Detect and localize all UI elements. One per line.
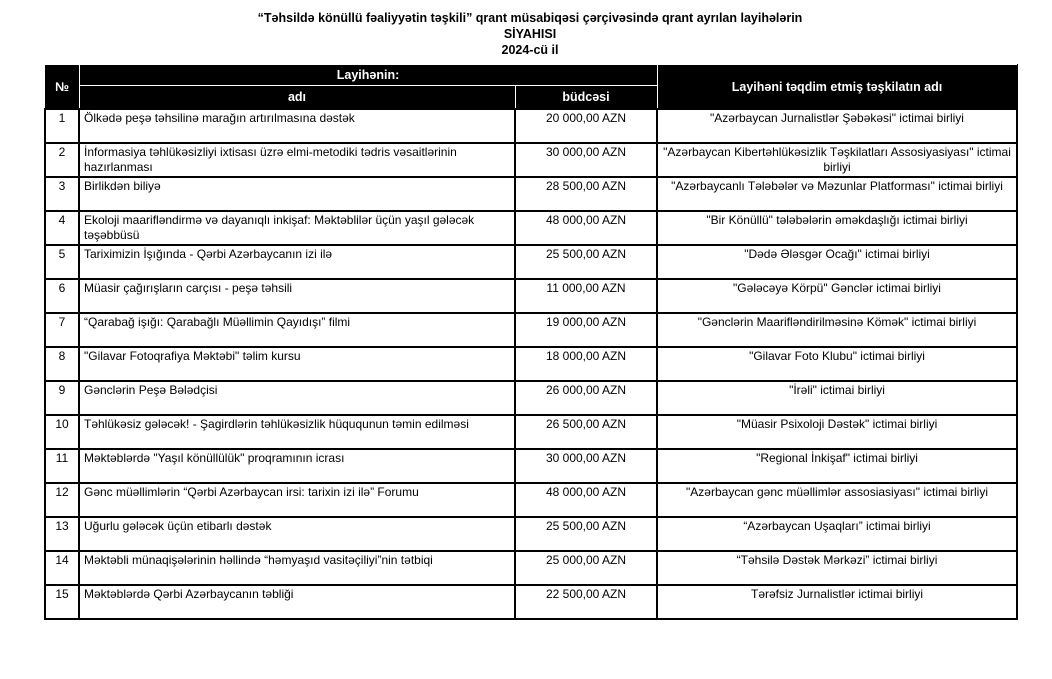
row-number: 9: [45, 381, 79, 415]
project-name: Gənc müəllimlərin “Qərbi Azərbaycan irsi: tarixin izi ilə” Forumu: [79, 483, 515, 517]
table-row: [45, 279, 1017, 313]
project-budget: 11 000,00 AZN: [515, 279, 657, 313]
organization-name: "Bir Könüllü" tələbələrin əməkdaşlığı ictimai birliyi: [657, 211, 1017, 245]
row-number: 4: [45, 211, 79, 245]
project-budget: 28 500,00 AZN: [515, 177, 657, 211]
document-year: 2024-cü il: [501, 43, 559, 57]
header-name: adı: [79, 86, 515, 110]
row-number: 8: [45, 347, 79, 381]
organization-name: "İrəli" ictimai birliyi: [657, 381, 1017, 415]
header-organization: Layihəni təqdim etmiş təşkilatın adı: [657, 65, 1017, 110]
project-name: Məktəblərdə "Yaşıl könüllülük" proqramının icrası: [79, 449, 515, 483]
project-budget: 25 500,00 AZN: [515, 245, 657, 279]
row-number: 1: [45, 109, 79, 143]
grants-table: [44, 64, 1018, 620]
header-project-group: Layihənin:: [79, 65, 657, 86]
project-budget: 19 000,00 AZN: [515, 313, 657, 347]
project-budget: 20 000,00 AZN: [515, 109, 657, 143]
organization-name: Tərəfsiz Jurnalistlər ictimai birliyi: [657, 585, 1017, 619]
project-name: Tariximizin İşığında - Qərbi Azərbaycanın izi ilə: [79, 245, 515, 279]
project-name: "Gilavar Fotoqrafiya Məktəbi" təlim kursu: [79, 347, 515, 381]
organization-name: “Azərbaycan Uşaqları” ictimai birliyi: [657, 517, 1017, 551]
project-name: Təhlükəsiz gələcək! - Şagirdlərin təhlükəsizlik hüququnun təmin edilməsi: [79, 415, 515, 449]
organization-name: "Azərbaycan Kibertəhlükəsizlik Təşkilatları Assosiyasiyası" ictimai birliyi: [657, 143, 1017, 177]
table-row: [45, 415, 1017, 449]
project-name: “Qarabağ işığı: Qarabağlı Müəllimin Qayıdışı” filmi: [79, 313, 515, 347]
project-budget: 26 500,00 AZN: [515, 415, 657, 449]
table-row: [45, 381, 1017, 415]
project-name: Ölkədə peşə təhsilinə marağın artırılmasına dəstək: [79, 109, 515, 143]
organization-name: "Dədə Ələsgər Ocağı" ictimai birliyi: [657, 245, 1017, 279]
project-name: Birlikdən biliyə: [79, 177, 515, 211]
row-number: 7: [45, 313, 79, 347]
row-number: 11: [45, 449, 79, 483]
table-body: [45, 109, 1017, 619]
row-number: 10: [45, 415, 79, 449]
row-number: 15: [45, 585, 79, 619]
table-row: [45, 211, 1017, 245]
project-name: Müasir çağırışların carçısı - peşə təhsili: [79, 279, 515, 313]
organization-name: "Regional İnkişaf" ictimai birliyi: [657, 449, 1017, 483]
header-number: №: [45, 65, 79, 110]
organization-name: "Azərbaycanlı Tələbələr və Məzunlar Platforması" ictimai birliyi: [657, 177, 1017, 211]
project-name: Ekoloji maarifləndirmə və dayanıqlı inkişaf: Məktəblilər üçün yaşıl gələcək təşəbbüsü: [79, 211, 515, 245]
row-number: 13: [45, 517, 79, 551]
project-budget: 30 000,00 AZN: [515, 449, 657, 483]
project-name: Gənclərin Peşə Bələdçisi: [79, 381, 515, 415]
table-row: [45, 177, 1017, 211]
row-number: 3: [45, 177, 79, 211]
organization-name: "Müasir Psixoloji Dəstək" ictimai birliyi: [657, 415, 1017, 449]
table-row: [45, 143, 1017, 177]
row-number: 2: [45, 143, 79, 177]
project-name: Uğurlu gələcək üçün etibarlı dəstək: [79, 517, 515, 551]
organization-name: "Gənclərin Maarifləndirilməsinə Kömək" ictimai birliyi: [657, 313, 1017, 347]
header-budget: büdcəsi: [515, 86, 657, 110]
document-heading: [0, 10, 1052, 58]
table-row: [45, 109, 1017, 143]
organization-name: "Gələcəyə Körpü" Gənclər ictimai birliyi: [657, 279, 1017, 313]
organization-name: “Təhsilə Dəstək Mərkəzi” ictimai birliyi: [657, 551, 1017, 585]
project-budget: 22 500,00 AZN: [515, 585, 657, 619]
row-number: 14: [45, 551, 79, 585]
project-budget: 18 000,00 AZN: [515, 347, 657, 381]
project-budget: 26 000,00 AZN: [515, 381, 657, 415]
project-budget: 48 000,00 AZN: [515, 483, 657, 517]
project-name: Məktəblərdə Qərbi Azərbaycanın təbliği: [79, 585, 515, 619]
project-name: Məktəbli münaqişələrinin həllində “həmyaşıd vasitəçiliyi”nin tətbiqi: [79, 551, 515, 585]
document-title: “Təhsildə könüllü fəaliyyətin təşkili” qrant müsabiqəsi çərçivəsində qrant ayrılan layihələrin: [257, 11, 803, 25]
organization-name: "Gilavar Foto Klubu" ictimai birliyi: [657, 347, 1017, 381]
table-row: [45, 585, 1017, 619]
table-row: [45, 483, 1017, 517]
row-number: 5: [45, 245, 79, 279]
project-budget: 25 500,00 AZN: [515, 517, 657, 551]
organization-name: "Azərbaycan Jurnalistlər Şəbəkəsi" ictimai birliyi: [657, 109, 1017, 143]
project-budget: 25 000,00 AZN: [515, 551, 657, 585]
row-number: 6: [45, 279, 79, 313]
document-subtitle: SİYAHISI: [503, 27, 557, 41]
project-name: İnformasiya təhlükəsizliyi ixtisası üzrə elmi-metodiki tədris vəsaitlərinin hazırlanması: [79, 143, 515, 177]
row-number: 12: [45, 483, 79, 517]
table-row: [45, 313, 1017, 347]
table-row: [45, 449, 1017, 483]
table-row: [45, 551, 1017, 585]
table-row: [45, 517, 1017, 551]
organization-name: "Azərbaycan gənc müəllimlər assosiasiyası" ictimai birliyi: [657, 483, 1017, 517]
table-row: [45, 347, 1017, 381]
table-row: [45, 245, 1017, 279]
project-budget: 48 000,00 AZN: [515, 211, 657, 245]
project-budget: 30 000,00 AZN: [515, 143, 657, 177]
